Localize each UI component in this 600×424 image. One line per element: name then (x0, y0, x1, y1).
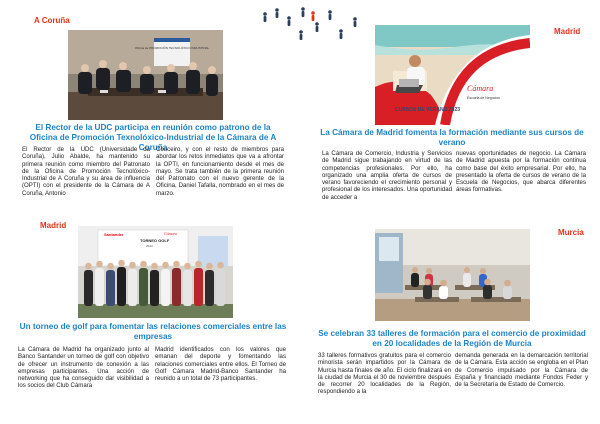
region-label-madrid-1: Madrid (554, 27, 581, 36)
body-murcia-col1: 33 talleres formativos gratuitos para el comercio minorista serán impartidos por la Cámara de Murcia hasta finales de año. El ciclo finalizará en la ciudad de Murcia el 30 de noviembre después de recorrer 20 localidades de la Región, respondiendo a la (318, 352, 451, 396)
classroom-photo-icon (375, 229, 530, 321)
body-madrid-cursos-col2: nuevas oportunidades de negocio. La Cámara de Madrid apuesta por la formación continua como base del éxito empresarial. Por ello, ha presentado la oferta de cursos de verano de la Escuela de Negocios, que abarca diferentes áreas formativas. (456, 150, 586, 194)
banner-brand: Cámara (164, 231, 178, 236)
body-murcia-col2: demanda generada en la demarcación territorial de la Cámara. Esta acción se engloba en el Plan de Comercio impulsado por la Cámara de España y financiado mediante Fondos Feder y de la Secretaría de Estado de Comercio. (455, 352, 588, 389)
group-photo-icon (78, 226, 233, 318)
body-coruna-col1: El Rector de la UDC (Universidade da Coruña), Julio Abalde, ha mantenido su primera reunión como miembro del Patronato de la Oficina de Promoción Tecnolóxico-Industrial de A Coruña y su área de influencia (OPTI) con el presidente de la Cámara de A Coruña, Antonio (22, 146, 150, 197)
people-network-icon (255, 4, 365, 44)
banner-year: 2023 (146, 244, 153, 248)
beach-laptop-photo-icon (375, 25, 530, 125)
body-coruna-col2: Couceiro, y con el resto de miembros para abordar los retos inmediatos que va a afrontar la OPTI, en funcionamiento desde el mes de mayo. Se trata también de la primera reunión del Patronato con el nuevo gerente de la Oficina, Daniel Tafalla, nombrado en el mes de marzo. (156, 146, 284, 197)
headline-murcia: Se celebran 33 talleres de formación para el comercio de proximidad en 20 localidades de la Región de Murcia (318, 329, 586, 348)
banner-title: TORNEO GOLF (140, 238, 170, 243)
region-label-madrid-2: Madrid (40, 221, 67, 230)
headline-coruna: El Rector de la UDC participa en reunión como patrono de la Oficina de Promoción Texnolóxico-Industrial de la Cámara de A Coruña (29, 123, 277, 152)
headline-madrid-cursos: La Cámara de Madrid fomenta la formación mediante sus cursos de verano (320, 128, 584, 147)
region-label-coruna: A Coruña (34, 16, 70, 25)
body-madrid-golf-col1: La Cámara de Madrid ha organizado junto al Banco Santander un torneo de golf con objetivo de ofrecer un instrumento de conexión a las empresas participantes. Una acción de networking que ha conseguido dar visibilidad a los socios del Club Cámara (18, 346, 149, 390)
photo-screen-text: Oficina de PROMOCIÓN TECNOLÓXICO INDUSTRIAL (134, 46, 210, 50)
body-madrid-golf-col2: Madrid identificados con los valores que emanan del deporte y fomentando las relaciones comerciales entre ellos. El Torneo de Golf Cámara Madrid-Banco Santander ha reunido a un total de 73 participantes. (155, 346, 286, 383)
photo-brand: Cámara (467, 84, 494, 93)
region-label-murcia: Murcia (558, 228, 584, 237)
meeting-photo-icon (68, 30, 223, 120)
headline-madrid-golf: Un torneo de golf para fomentar las relaciones comerciales entre las empresas (19, 322, 287, 341)
body-madrid-cursos-col1: La Cámara de Comercio, Industria y Servicios de Madrid sigue trabajando en virtud de las competencias profesionales. Por ello, ha organizado una amplia oferta de cursos de verano favoreciendo el crecimiento personal y profesional de los interesados. Una oportunidad de acceder a (322, 150, 452, 201)
banner-sponsor: Santander (104, 232, 124, 237)
photo-badge: CURSOS DE VERANO 2023 (395, 107, 461, 113)
photo-brand-sub: Escuela de Negocios (467, 96, 500, 100)
